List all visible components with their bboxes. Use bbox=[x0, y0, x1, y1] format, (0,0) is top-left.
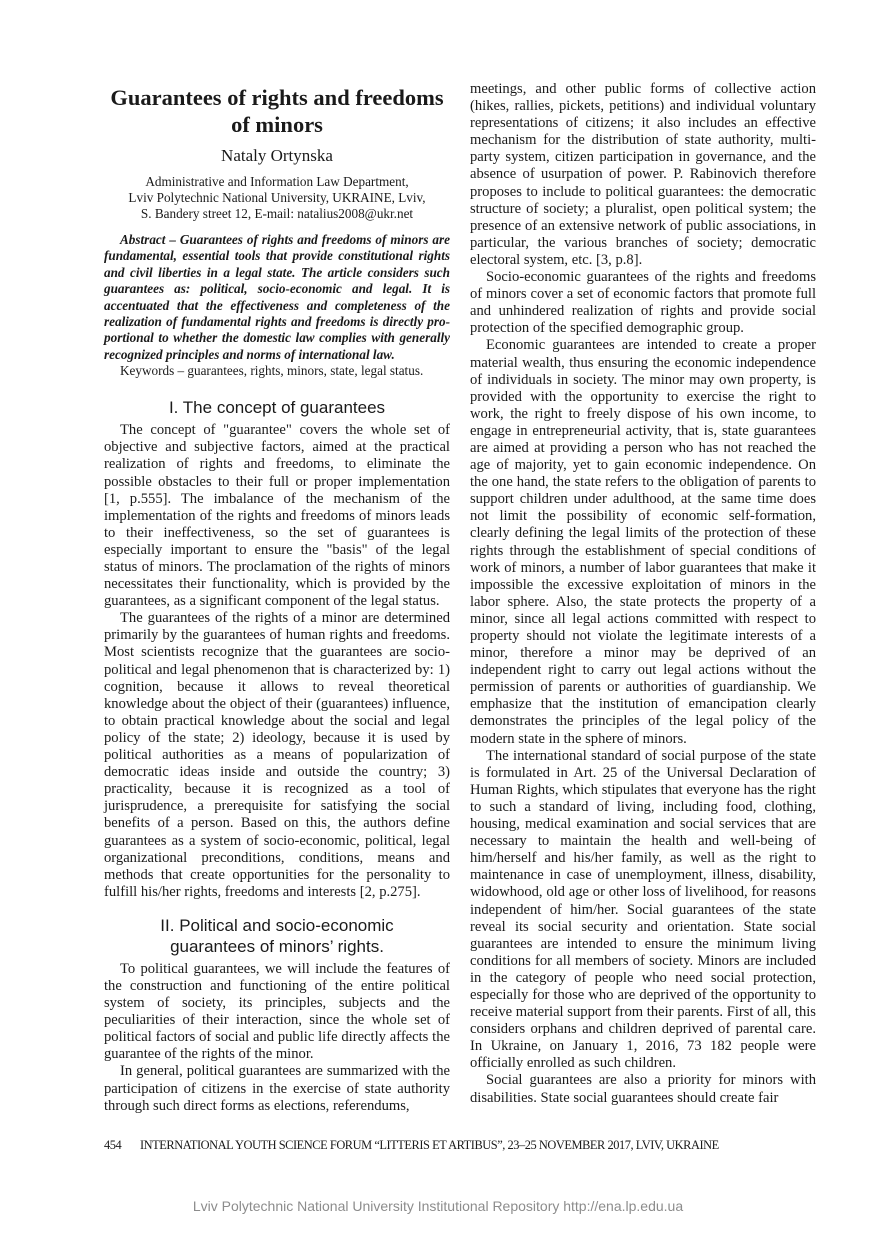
repository-watermark: Lviv Polytechnic National University Institutional Repository http://ena.lp.edu.ua bbox=[192, 1198, 684, 1214]
affiliation bbox=[104, 174, 450, 222]
right-column bbox=[470, 81, 816, 1107]
paragraph: The guarantees of the rights of a minor are determined primarily by the guarantees of human rights and freedoms. Most scientists recognize that the guarantees are socio-political and legal phenomenon that is characterized by: 1) cognition, because it allows to reveal theoretical knowledge about the object of their (guarantees) influence, to obtain practical knowledge about the social and legal policy of the state; 2) ideology, because it is used by political authorities as a means of popularization of democratic ideas inside and outside the country; 3) practicality, because it is recognized as a tool of jurisprudence, a prerequisite for satisfying the social benefits of a person. Based on this, the authors define guarantees as a system of socio-economic, political, legal organizational preconditions, conditions, means and methods that create opportunities for the personality to fulfill his/her rights, freedoms and interests [2, p.275]. bbox=[104, 610, 450, 900]
affiliation-line: S. Bandery street 12, E-mail: natalius2008@ukr.net bbox=[140, 206, 414, 221]
section-heading-line: II. Political and socio-economic bbox=[160, 915, 394, 935]
paragraph: Socio-economic guarantees of the rights and freedoms of minors cover a set of economic factors that promote full and unhindered realization of rights and provide social protection of the specified demographic group. bbox=[470, 269, 816, 337]
page-footer bbox=[104, 1138, 824, 1153]
section-heading bbox=[104, 915, 450, 957]
paragraph: Economic guarantees are intended to create a proper material wealth, thus ensuring the economic independence of individuals in society. The minor may own property, is provided with the opportunity to exercise the right to work, the right to freely dispose of his own income, to engage in entrepreneurial activity, that is, state guarantees are aimed at providing a person who has not reached the age of majority, yet to gain economic independence. On the one hand, the state refers to the obligation of parents to support children under adulthood, at the same time does not limit the possibility of economic self-formation, clearly defining the legal limits of the protection of these rights through the establishment of special conditions of work of minors, a number of labor guarantees that make it impossible the excessive exploitation of minors in the labor sphere. Also, the state protects the property of a minor, since all legal actions committed with respect to property should not violate the legitimate interests of a minor, therefore a minor may be deprived of an independent right to carry out legal actions without the permission of parents or authorities of guardianship. We emphasize that the institution of emancipation clearly demonstrates the principles of the legal policy of the modern state in the sphere of minors. bbox=[470, 337, 816, 747]
paragraph: Social guarantees are also a priority for minors with disabilities. State social guarantees should create fair bbox=[470, 1072, 816, 1106]
paragraph: The international standard of social purpose of the state is formulated in Art. 25 of the Universal Declaration of Human Rights, which stipulates that everyone has the right to such a standard of living, including food, clothing, housing, medical examination and social services that are necessary to maintain the health and well-being of him/herself and his/her family, as well as the right to maintenance in case of unemployment, illness, disability, widowhood, old age or other loss of livelihood, for reasons independent of him/her. Social guarantees of the state reveal its social security and orientation. State social guarantees are intended to ensure the minimum living conditions for all members of society. Minors are included in the category of people who need social protection, especially for those who are deprived of the opportunity to receive material support from their parents. First of all, this considers orphans and children deprived of parental care. In Ukraine, on January 1, 2016, 73 182 people were officially enrolled as such children. bbox=[470, 747, 816, 1072]
section-heading: I. The concept of guarantees bbox=[168, 398, 386, 418]
keywords: Keywords – guarantees, rights, minors, state, legal status. bbox=[120, 363, 424, 379]
affiliation-line: Administrative and Information Law Department, bbox=[145, 174, 409, 189]
running-footer-text: INTERNATIONAL YOUTH SCIENCE FORUM “LITTERIS ET ARTIBUS”, 23–25 NOVEMBER 2017, LVIV, UKRAINE bbox=[140, 1138, 719, 1152]
author-name: Nataly Ortynska bbox=[221, 146, 333, 165]
abstract: Abstract – Guarantees of rights and freedoms of minors are fundamental, essential tools that provide constitutional rights and civil liberties in a legal state. The article considers such guarantees as: political, socio-economic and legal. It is accentuated that the effectiveness and completeness of the realization of fundamental rights and freedoms is directly pro-portional to whether the domestic law complies with generally recognized principles and norms of international law. bbox=[104, 232, 450, 362]
left-column bbox=[104, 80, 450, 1115]
paragraph: To political guarantees, we will include the features of the construction and functioning of the entire political system of society, its principles, subjects and the peculiarities of their interaction, since the whole set of political factors of social and public life directly affects the guarantee of the rights of the minor. bbox=[104, 960, 450, 1063]
paragraph: The concept of "guarantee" covers the whole set of objective and subjective factors, aimed at the practical realization of rights and freedoms, to eliminate the possible obstacles to their full or proper implementation [1, p.555]. The imbalance of the mechanism of the implementation of the rights and freedoms of minors leads to their ineffectiveness, so the set of guarantees is especially important to ensure the "basis" of the legal status of minors. The proclamation of the rights of minors necessitates their functionality, which is provided by the guarantees, as a significant component of the legal status. bbox=[104, 422, 450, 610]
affiliation-line: Lviv Polytechnic National University, UKRAINE, Lviv, bbox=[128, 190, 426, 205]
paper-title: Guarantees of rights and freedoms of minors bbox=[110, 85, 444, 137]
paragraph-continued: meetings, and other public forms of collective action (hikes, rallies, pickets, petitions) and individual voluntary representations of citizens; it also includes an effective mechanism for the distribution of state authority, multi-party system, citizen participation in governance, and the absence of usurpation of power. P. Rabinovich therefore proposes to include to political guarantees: the democratic structure of society; a pluralist, open political system; the presence of an extensive network of public associations, in particular, the various branches of society; democratic electoral system, etc. [3, p.8]. bbox=[470, 81, 816, 268]
page-number: 454 bbox=[104, 1138, 122, 1152]
paragraph: In general, political guarantees are summarized with the participation of citizens in the exercise of state authority through such direct forms as elections, referendums, bbox=[104, 1063, 450, 1114]
section-heading-line: guarantees of minors’ rights. bbox=[170, 936, 384, 956]
